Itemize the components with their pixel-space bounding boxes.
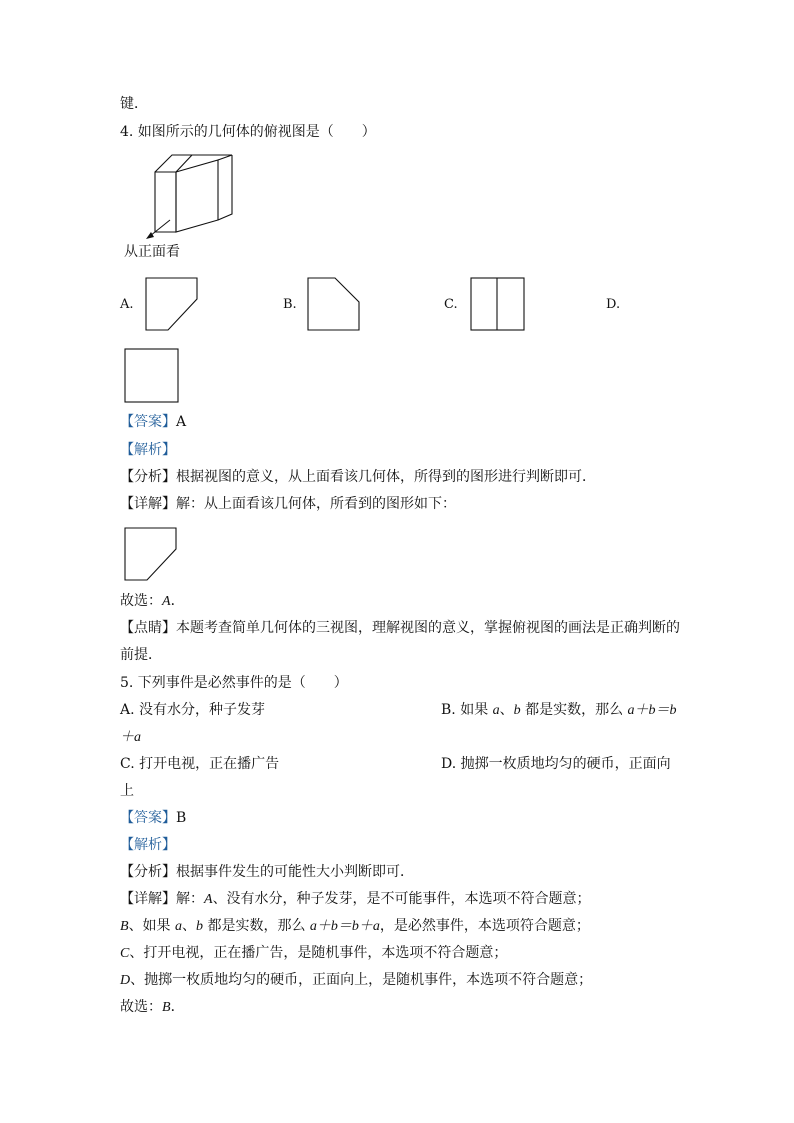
q4-xiangjie-text: 解：从上面看该几何体，所看到的图形如下： bbox=[176, 496, 456, 512]
q5-xiangjie-d-text: 、抛掷一枚质地均匀的硬币，正面向上，是随机事件，本选项不符合题意； bbox=[130, 972, 593, 988]
q5-xiangjie-b-letter: B bbox=[120, 919, 129, 934]
q5-option-c[interactable]: C. 打开电视，正在播广告 bbox=[120, 756, 280, 772]
q5-answer-tag: 【答案】 bbox=[120, 810, 176, 826]
q4-guxuan-suffix: ． bbox=[170, 593, 185, 609]
q4-xiangjie-line bbox=[120, 494, 456, 514]
q5-guxuan-line bbox=[120, 997, 185, 1018]
q5-xiangjie-b-part2: 都是实数，那么 bbox=[203, 918, 310, 934]
q4-dianjing-line1 bbox=[120, 618, 680, 638]
q4-guxuan-value: A bbox=[162, 594, 171, 609]
q4-dianjing-tag: 【点睛】 bbox=[120, 620, 176, 636]
q5-option-b-line1[interactable] bbox=[441, 700, 677, 721]
q4-solution-figure bbox=[124, 527, 178, 581]
q4-option-a-figure[interactable] bbox=[145, 277, 199, 331]
q5-option-b-sep: 、 bbox=[499, 702, 514, 718]
q5-xiangjie-c-line bbox=[120, 943, 507, 964]
q4-analysis-heading bbox=[120, 440, 176, 460]
q5-xiangjie-b-part1: 、如果 bbox=[128, 918, 176, 934]
q5-answer-value: B bbox=[176, 810, 187, 826]
q5-option-b-equation-cont: ＋a bbox=[120, 730, 141, 745]
q4-analysis-tag: 【解析】 bbox=[120, 442, 176, 458]
q4-stem: 4. 如图所示的几何体的俯视图是（ ） bbox=[120, 124, 376, 140]
q4-option-c-label[interactable]: C. bbox=[444, 297, 458, 312]
q4-solid-figure bbox=[140, 150, 250, 245]
q4-option-c-figure[interactable] bbox=[470, 277, 526, 331]
q4-option-b-label[interactable]: B. bbox=[283, 297, 297, 312]
q5-xiangjie-a-prefix: 解： bbox=[176, 891, 204, 907]
q5-xiangjie-b-line bbox=[120, 916, 590, 937]
q5-xiangjie-d-letter: D bbox=[120, 973, 131, 988]
q4-xiangjie-tag: 【详解】 bbox=[120, 496, 176, 512]
q5-option-b-mid: 都是实数，那么 bbox=[520, 702, 628, 718]
q5-xiangjie-tag: 【详解】 bbox=[120, 891, 176, 907]
q5-option-b-line2 bbox=[120, 727, 141, 748]
q4-option-d-figure[interactable] bbox=[124, 348, 180, 404]
q4-answer-tag: 【答案】 bbox=[120, 414, 176, 430]
q5-xiangjie-a-letter: A bbox=[204, 892, 213, 907]
q4-guxuan-line bbox=[120, 591, 185, 612]
q5-xiangjie-a-text: 、没有水分，种子发芽，是不可能事件，本选项不符合题意； bbox=[212, 891, 591, 907]
q5-option-a[interactable]: A. 没有水分，种子发芽 bbox=[120, 702, 266, 718]
q5-xiangjie-b-var-a: a bbox=[175, 919, 183, 934]
q5-guxuan-suffix: ． bbox=[170, 999, 185, 1015]
q5-option-d-line2: 上 bbox=[120, 783, 134, 799]
q4-fenxi-text: 根据视图的意义，从上面看该几何体，所得到的图形进行判断即可． bbox=[176, 469, 596, 485]
q5-fenxi-tag: 【分析】 bbox=[120, 864, 176, 880]
q4-option-b-figure[interactable] bbox=[307, 277, 361, 331]
q4-fenxi-line bbox=[120, 467, 596, 487]
q5-xiangjie-b-part3: ，是必然事件，本选项符合题意； bbox=[379, 918, 590, 934]
q5-option-b-prefix: B. 如果 bbox=[441, 702, 493, 718]
q4-option-d-label[interactable]: D. bbox=[606, 297, 621, 312]
q4-figure-caption: 从正面看 bbox=[124, 244, 180, 260]
q5-xiangjie-b-equation: a＋b＝b＋a bbox=[309, 919, 380, 934]
q5-fenxi-line bbox=[120, 862, 414, 882]
q5-option-b-var-b: b bbox=[513, 703, 521, 718]
q5-answer-line bbox=[120, 808, 186, 828]
q5-guxuan-prefix: 故选： bbox=[120, 999, 162, 1015]
q5-option-d-line1[interactable]: D. 抛掷一枚质地均匀的硬币，正面向 bbox=[441, 756, 671, 772]
q5-guxuan-value: B bbox=[162, 1000, 171, 1015]
q5-analysis-heading bbox=[120, 835, 176, 855]
q5-xiangjie-d-line bbox=[120, 970, 592, 991]
q5-stem: 5. 下列事件是必然事件的是（ ） bbox=[120, 675, 348, 691]
q5-xiangjie-c-text: 、打开电视，正在播广告，是随机事件，本选项不符合题意； bbox=[129, 945, 508, 961]
q3-tail-text: 键． bbox=[120, 96, 148, 112]
q5-fenxi-text: 根据事件发生的可能性大小判断即可． bbox=[176, 864, 414, 880]
q4-fenxi-tag: 【分析】 bbox=[120, 469, 176, 485]
q4-dianjing-line2: 前提． bbox=[120, 647, 162, 663]
q4-answer-line bbox=[120, 412, 186, 432]
q5-xiangjie-b-var-b: b bbox=[196, 919, 204, 934]
q4-option-a-label[interactable]: A. bbox=[120, 297, 134, 312]
q5-option-b-var-a: a bbox=[492, 703, 500, 718]
q4-dianjing-text1: 本题考查简单几何体的三视图，理解视图的意义，掌握俯视图的画法是正确判断的 bbox=[176, 620, 680, 636]
q4-guxuan-prefix: 故选： bbox=[120, 593, 162, 609]
q5-xiangjie-b-sep: 、 bbox=[182, 918, 197, 934]
q5-xiangjie-c-letter: C bbox=[120, 946, 130, 961]
q5-analysis-tag: 【解析】 bbox=[120, 837, 176, 853]
q4-answer-value: A bbox=[176, 414, 187, 430]
q5-option-b-equation: a＋b＝b bbox=[627, 703, 677, 718]
q5-xiangjie-a-line bbox=[120, 889, 591, 910]
